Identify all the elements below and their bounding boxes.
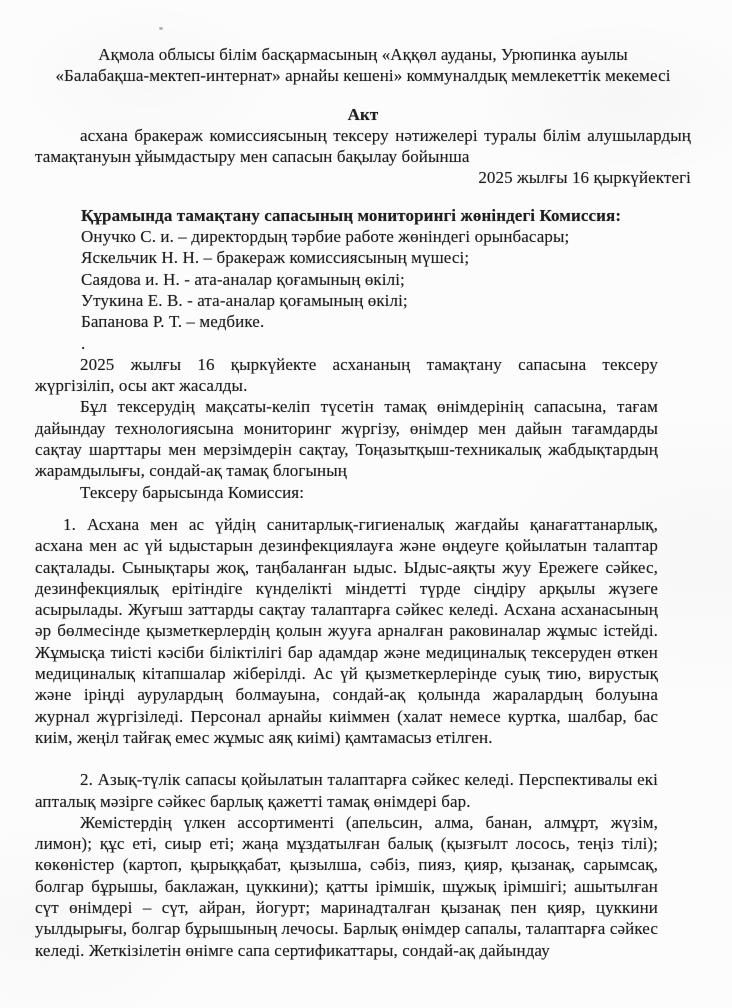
commission-member-1: Онучко С. и. – директордың тәрбие работе жөніндегі орынбасары; [81,227,570,247]
commission-member-5: Бапанова Р. Т. – медбике. [81,312,265,332]
org-header-line-2: «Балабақша-мектеп-интернат» арнайы кешені» коммуналдық мемлекеттік мекемесі [55,66,671,86]
paragraph-inspection-date: 2025 жылғы 16 қыркүйекте асхананың тамақтану сапасына тексеру жүргізіліп, осы акт жасалды. [35,354,658,396]
stray-period: . [81,333,86,353]
scan-speck [416,926,419,929]
paragraph-food-assortment: Жемістердің үлкен ассортименті (апельсин, алма, банан, алмұрт, жүзім, лимон); құс еті, сиыр еті; жаңа мұздатылған балық (қызғылт лосось, теңіз тілі); көкөністер (картоп, қырыққабат, қызылша, сәбіз, пияз, қияр, қызанақ, сарымсақ, болгар бұрышы, баклажан, цуккини); қатты ірімшік, шұжық ірімшігі; ашытылған сүт өнімдері – сүт, айран, йогурт; маринадталған қызанақ пен қияр, цуккини уылдырығы, болгар бұрышының лечосы. Барлық өнімдер сапалы, талаптарға сәйкес келеді. Жеткізілетін өнімге сапа сертификаттары, сондай-ақ дайындау [35,812,658,960]
org-header [35,44,691,87]
commission-member-2: Яскельчик Н. Н. – бракераж комиссиясының мүшесі; [81,248,470,268]
scan-speck [159,27,163,30]
paragraph-item-2-food-quality: 2. Азық-түлік сапасы қойылатын талаптарға сәйкес келеді. Перспективалы екі апталық мәзірге сәйкес барлық қажетті тамақ өнімдері бар. [35,770,658,811]
document-date: 2025 жылғы 16 қыркүйектегі [478,168,691,188]
org-header-line-1: Ақмола облысы білім басқармасының «Аққөл ауданы, Урюпинка ауылы [98,45,628,64]
document-subtitle: асхана бракераж комиссиясының тексеру нәтижелері туралы білім алушылардың тамақтануын ұйымдастыру мен сапасын бақылау бойынша [35,125,691,167]
commission-heading: Құрамында тамақтану сапасының мониторингі жөніндегі Комиссия: [81,205,622,225]
paragraph-during-inspection: Тексеру барысында Комиссия: [80,482,305,502]
commission-member-4: Утукина Е. В. - ата-аналар қоғамының өкілі; [81,290,408,310]
commission-member-3: Саядова и. Н. - ата-аналар қоғамының өкілі; [81,269,405,289]
paragraph-purpose: Бұл тексерудің мақсаты-келіп түсетін тамақ өнімдерінің сапасына, тағам дайындау технологиясына мониторинг жүргізу, өнімдер мен дайын тағамдарды сақтау шарттары мен мерзімдерін сақтау, Тоңазытқыш-техникалық жабдықтардың жарамдылығы, сондай-ақ тамақ блогының [35,397,658,481]
paragraph-item-1-sanitary: 1. Асхана мен ас үйдің санитарлық-гигиеналық жағдайы қанағаттанарлық, асхана мен ас үй ыдыстарын дезинфекциялауға және өңдеуге қойылатын талаптар сақталады. Сынықтары жоқ, таңбаланған ыдыс. Ыдыс-аяқты жуу Ережеге сәйкес, дезинфекциялық ерітіндіге күнделікті міндетті түрде сіңдіру арқылы жүзеге асырылады. Жуғыш заттарды сақтау талаптарға сәйкес келеді. Асхана асханасының әр бөлмесінде қызметкерлердің қолын жууға арналған раковиналар жұмыс істейді. Жұмысқа тиісті кәсіби біліктілігі бар адамдар және медициналық тексеруден өткен медициналық кітапшалар жіберілді. Ас үй қызметкерлерінде суық тию, вирустық және іріңді аурулардың болмауына, сондай-ақ қолында жаралардың болуына журнал жүргізіледі. Персонал арнайы киіммен (халат немесе куртка, шалбар, бас киім, жеңіл тайғақ емес жұмыс аяқ киімі) қамтамасыз етілген. [35,514,658,747]
document-title: Акт [347,104,379,124]
commission-section [81,205,658,354]
